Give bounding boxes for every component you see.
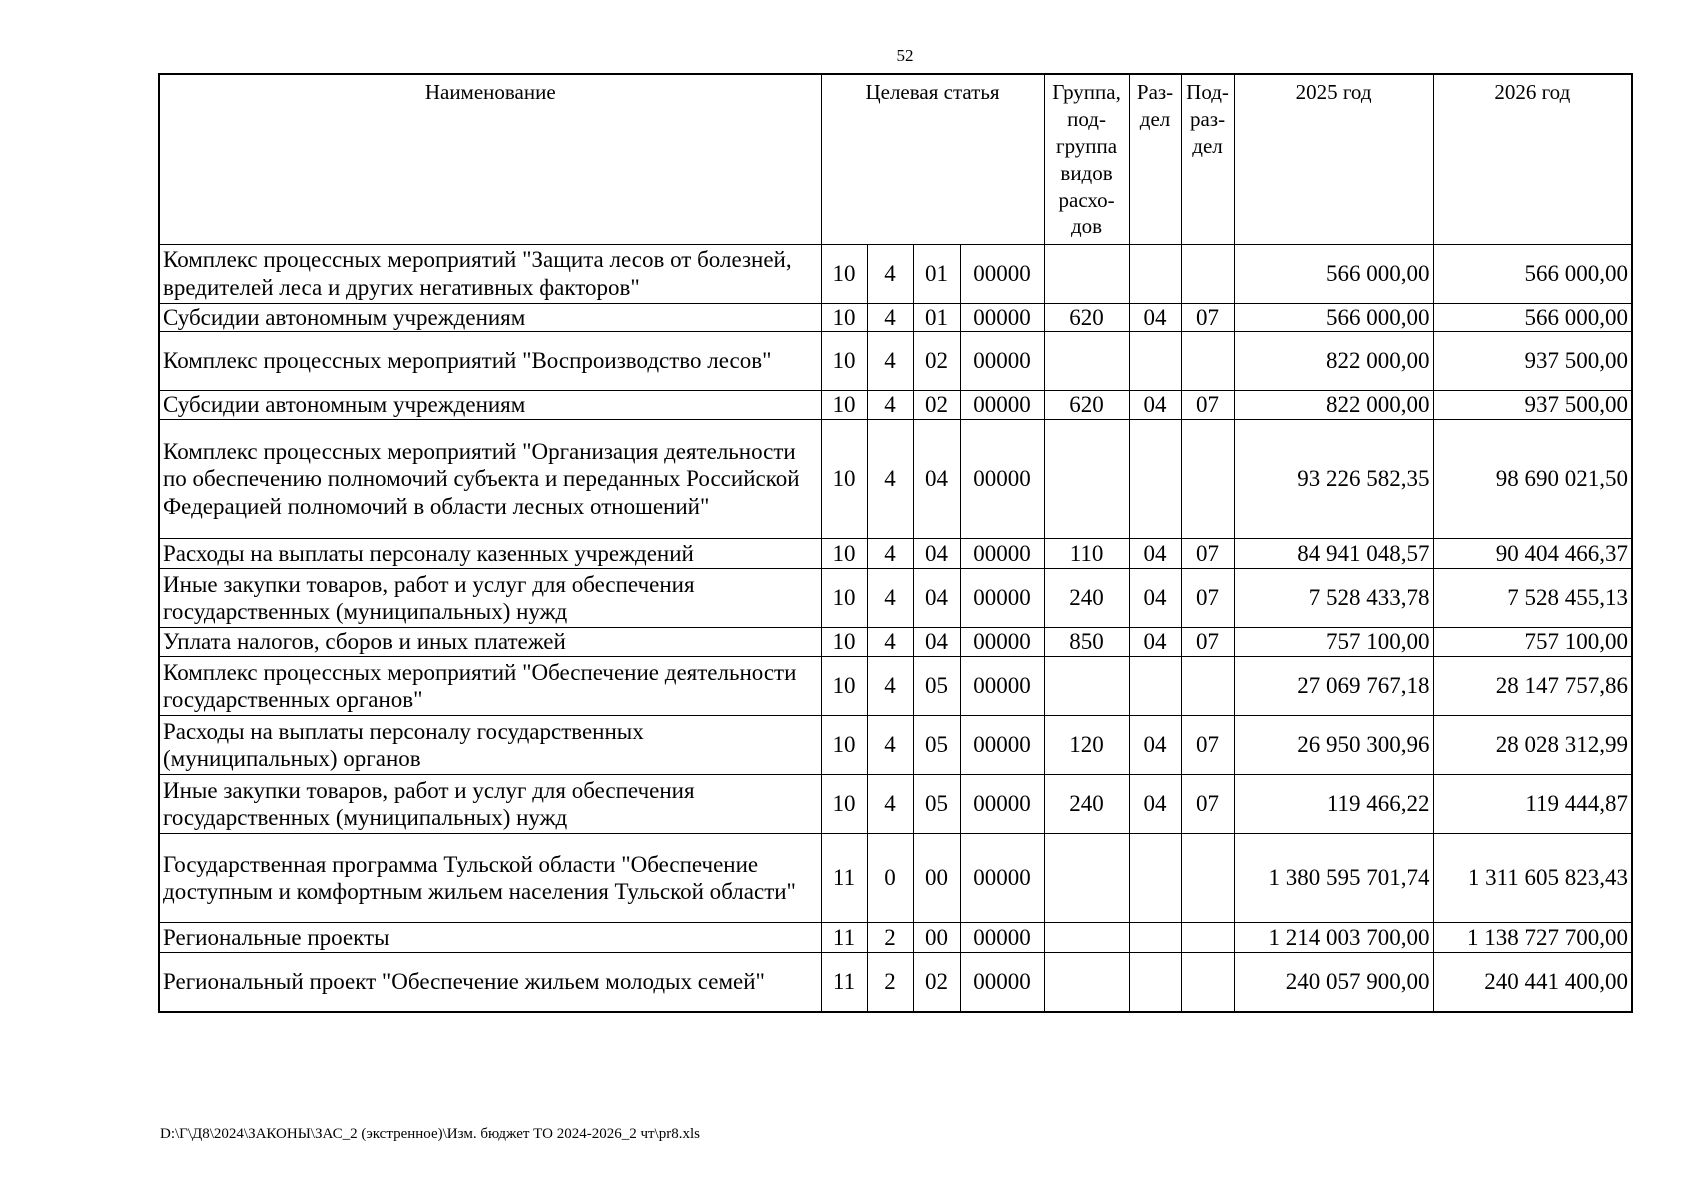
- target-code-type: 4: [867, 716, 913, 775]
- target-code-program: 11: [821, 953, 867, 1012]
- header-year-2026: 2026 год: [1433, 74, 1632, 244]
- target-code-type: 4: [867, 391, 913, 420]
- subsection-code: [1181, 657, 1234, 716]
- section-code: 04: [1129, 539, 1181, 569]
- expense-group-code: 120: [1044, 716, 1129, 775]
- table-row: [159, 716, 1632, 775]
- amount-2026: 28 028 312,99: [1433, 716, 1632, 775]
- target-code-type: 4: [867, 657, 913, 716]
- target-code-type: 2: [867, 923, 913, 953]
- amount-2026: 98 690 021,50: [1433, 420, 1632, 539]
- target-code-direction: 00000: [960, 569, 1044, 628]
- section-code: 04: [1129, 569, 1181, 628]
- target-code-program: 10: [821, 420, 867, 539]
- section-code: 04: [1129, 391, 1181, 420]
- table-row: [159, 303, 1632, 332]
- target-code-direction: 00000: [960, 420, 1044, 539]
- target-code-direction: 00000: [960, 332, 1044, 391]
- header-subsection: Под- раз- дел: [1181, 74, 1234, 244]
- row-name: Субсидии автономным учреждениям: [159, 391, 821, 420]
- row-name: Расходы на выплаты персоналу государственных (муниципальных) органов: [159, 716, 821, 775]
- subsection-code: 07: [1181, 569, 1234, 628]
- target-code-structure: 02: [913, 332, 960, 391]
- target-code-type: 4: [867, 244, 913, 303]
- target-code-direction: 00000: [960, 657, 1044, 716]
- section-code: 04: [1129, 303, 1181, 332]
- table-row: [159, 420, 1632, 539]
- target-code-type: 4: [867, 775, 913, 834]
- row-name: Субсидии автономным учреждениям: [159, 303, 821, 332]
- subsection-code: 07: [1181, 391, 1234, 420]
- table-row: [159, 657, 1632, 716]
- section-code: [1129, 923, 1181, 953]
- amount-2026: 7 528 455,13: [1433, 569, 1632, 628]
- target-code-direction: 00000: [960, 628, 1044, 657]
- target-code-direction: 00000: [960, 391, 1044, 420]
- header-target-article: Целевая статья: [821, 74, 1044, 244]
- subsection-code: [1181, 244, 1234, 303]
- amount-2025: 26 950 300,96: [1234, 716, 1433, 775]
- subsection-code: 07: [1181, 628, 1234, 657]
- amount-2025: 1 214 003 700,00: [1234, 923, 1433, 953]
- expense-group-code: [1044, 657, 1129, 716]
- file-path-footer: D:\Г\Д8\2024\ЗАКОНЫ\ЗАС_2 (экстренное)\Изм. бюджет ТО 2024-2026_2 чт\pr8.xls: [160, 1126, 700, 1142]
- subsection-code: 07: [1181, 303, 1234, 332]
- target-code-structure: 02: [913, 391, 960, 420]
- section-code: [1129, 420, 1181, 539]
- table-row: [159, 923, 1632, 953]
- subsection-code: [1181, 953, 1234, 1012]
- amount-2025: 119 466,22: [1234, 775, 1433, 834]
- amount-2025: 27 069 767,18: [1234, 657, 1433, 716]
- subsection-code: 07: [1181, 539, 1234, 569]
- target-code-program: 10: [821, 332, 867, 391]
- row-name: Иные закупки товаров, работ и услуг для обеспечения государственных (муниципальных) нужд: [159, 569, 821, 628]
- target-code-structure: 01: [913, 303, 960, 332]
- amount-2025: 566 000,00: [1234, 303, 1433, 332]
- expense-group-code: 240: [1044, 775, 1129, 834]
- row-name: Комплекс процессных мероприятий "Обеспечение деятельности государственных органов": [159, 657, 821, 716]
- row-name: Региональные проекты: [159, 923, 821, 953]
- expense-group-code: 620: [1044, 303, 1129, 332]
- amount-2025: 757 100,00: [1234, 628, 1433, 657]
- target-code-program: 10: [821, 539, 867, 569]
- amount-2026: 937 500,00: [1433, 391, 1632, 420]
- target-code-structure: 05: [913, 716, 960, 775]
- target-code-program: 10: [821, 244, 867, 303]
- target-code-type: 4: [867, 628, 913, 657]
- expense-group-code: 240: [1044, 569, 1129, 628]
- target-code-type: 0: [867, 834, 913, 923]
- expense-group-code: [1044, 953, 1129, 1012]
- section-code: [1129, 953, 1181, 1012]
- row-name: Комплекс процессных мероприятий "Воспроизводство лесов": [159, 332, 821, 391]
- target-code-direction: 00000: [960, 923, 1044, 953]
- expense-group-code: 620: [1044, 391, 1129, 420]
- section-code: [1129, 657, 1181, 716]
- amount-2026: 90 404 466,37: [1433, 539, 1632, 569]
- table-row: [159, 834, 1632, 923]
- table-row: [159, 539, 1632, 569]
- table-row: [159, 391, 1632, 420]
- section-code: [1129, 834, 1181, 923]
- amount-2026: 566 000,00: [1433, 244, 1632, 303]
- table-row: [159, 332, 1632, 391]
- header-expense-group: Группа, под- группа видов расхо- дов: [1044, 74, 1129, 244]
- target-code-type: 4: [867, 539, 913, 569]
- target-code-program: 10: [821, 775, 867, 834]
- target-code-program: 10: [821, 391, 867, 420]
- table-header-row: [159, 74, 1632, 244]
- table-row: [159, 628, 1632, 657]
- amount-2026: 566 000,00: [1433, 303, 1632, 332]
- target-code-structure: 05: [913, 775, 960, 834]
- table-row: [159, 953, 1632, 1012]
- target-code-structure: 05: [913, 657, 960, 716]
- row-name: Иные закупки товаров, работ и услуг для обеспечения государственных (муниципальных) нужд: [159, 775, 821, 834]
- subsection-code: 07: [1181, 775, 1234, 834]
- target-code-type: 4: [867, 332, 913, 391]
- target-code-program: 10: [821, 716, 867, 775]
- expense-group-code: [1044, 923, 1129, 953]
- amount-2025: 822 000,00: [1234, 332, 1433, 391]
- expense-group-code: [1044, 420, 1129, 539]
- section-code: 04: [1129, 775, 1181, 834]
- target-code-type: 2: [867, 953, 913, 1012]
- amount-2025: 822 000,00: [1234, 391, 1433, 420]
- expense-group-code: [1044, 834, 1129, 923]
- row-name: Комплекс процессных мероприятий "Защита лесов от болезней, вредителей леса и других негативных факторов": [159, 244, 821, 303]
- target-code-type: 4: [867, 569, 913, 628]
- amount-2026: 119 444,87: [1433, 775, 1632, 834]
- target-code-direction: 00000: [960, 303, 1044, 332]
- subsection-code: [1181, 923, 1234, 953]
- target-code-type: 4: [867, 420, 913, 539]
- header-section: Раз- дел: [1129, 74, 1181, 244]
- target-code-direction: 00000: [960, 244, 1044, 303]
- expense-group-code: [1044, 332, 1129, 391]
- amount-2026: 240 441 400,00: [1433, 953, 1632, 1012]
- row-name: Комплекс процессных мероприятий "Организация деятельности по обеспечению полномочий субъекта и переданных Российской Федерацией полномочий в области лесных отношений": [159, 420, 821, 539]
- budget-table: [158, 73, 1633, 1013]
- target-code-direction: 00000: [960, 539, 1044, 569]
- target-code-structure: 04: [913, 420, 960, 539]
- subsection-code: [1181, 420, 1234, 539]
- amount-2025: 1 380 595 701,74: [1234, 834, 1433, 923]
- amount-2025: 240 057 900,00: [1234, 953, 1433, 1012]
- target-code-direction: 00000: [960, 775, 1044, 834]
- amount-2026: 28 147 757,86: [1433, 657, 1632, 716]
- amount-2026: 937 500,00: [1433, 332, 1632, 391]
- amount-2025: 93 226 582,35: [1234, 420, 1433, 539]
- header-year-2025: 2025 год: [1234, 74, 1433, 244]
- row-name: Региональный проект "Обеспечение жильем молодых семей": [159, 953, 821, 1012]
- target-code-structure: 04: [913, 569, 960, 628]
- amount-2025: 566 000,00: [1234, 244, 1433, 303]
- target-code-direction: 00000: [960, 716, 1044, 775]
- target-code-type: 4: [867, 303, 913, 332]
- target-code-program: 10: [821, 303, 867, 332]
- expense-group-code: 110: [1044, 539, 1129, 569]
- amount-2025: 84 941 048,57: [1234, 539, 1433, 569]
- target-code-program: 11: [821, 834, 867, 923]
- target-code-structure: 02: [913, 953, 960, 1012]
- amount-2025: 7 528 433,78: [1234, 569, 1433, 628]
- expense-group-code: 850: [1044, 628, 1129, 657]
- target-code-structure: 00: [913, 834, 960, 923]
- table-row: [159, 775, 1632, 834]
- row-name: Расходы на выплаты персоналу казенных учреждений: [159, 539, 821, 569]
- target-code-structure: 04: [913, 539, 960, 569]
- target-code-structure: 04: [913, 628, 960, 657]
- row-name: Уплата налогов, сборов и иных платежей: [159, 628, 821, 657]
- header-name: Наименование: [159, 74, 821, 244]
- section-code: 04: [1129, 716, 1181, 775]
- target-code-structure: 01: [913, 244, 960, 303]
- target-code-program: 10: [821, 628, 867, 657]
- subsection-code: [1181, 332, 1234, 391]
- page-number: 52: [896, 46, 914, 65]
- section-code: 04: [1129, 628, 1181, 657]
- subsection-code: [1181, 834, 1234, 923]
- target-code-program: 10: [821, 657, 867, 716]
- table-row: [159, 244, 1632, 303]
- target-code-direction: 00000: [960, 834, 1044, 923]
- row-name: Государственная программа Тульской области "Обеспечение доступным и комфортным жильем населения Тульской области": [159, 834, 821, 923]
- amount-2026: 1 138 727 700,00: [1433, 923, 1632, 953]
- target-code-program: 10: [821, 569, 867, 628]
- amount-2026: 1 311 605 823,43: [1433, 834, 1632, 923]
- target-code-program: 11: [821, 923, 867, 953]
- target-code-direction: 00000: [960, 953, 1044, 1012]
- target-code-structure: 00: [913, 923, 960, 953]
- amount-2026: 757 100,00: [1433, 628, 1632, 657]
- section-code: [1129, 332, 1181, 391]
- expense-group-code: [1044, 244, 1129, 303]
- table-row: [159, 569, 1632, 628]
- section-code: [1129, 244, 1181, 303]
- subsection-code: 07: [1181, 716, 1234, 775]
